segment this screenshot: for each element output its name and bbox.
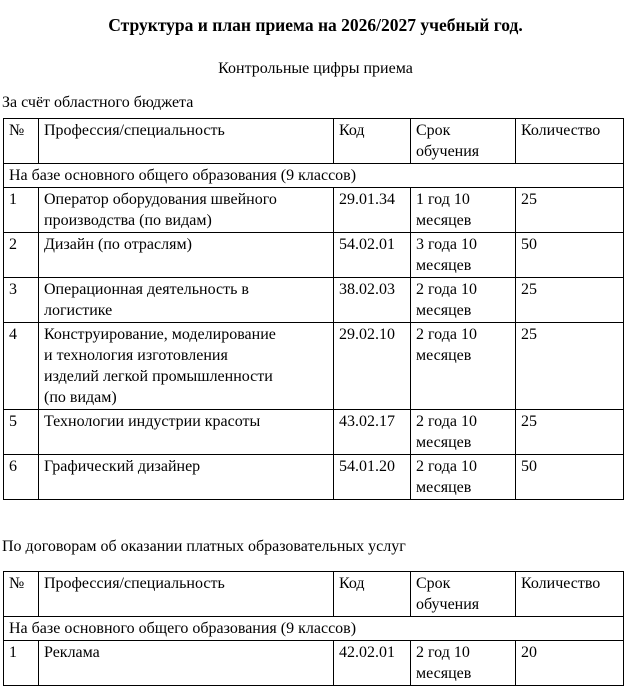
- cell-quantity: 25: [516, 188, 624, 233]
- table-row: [4, 278, 624, 323]
- table-header-row: [4, 572, 624, 617]
- paid-admission-table: [3, 571, 624, 686]
- cell-number: 5: [4, 410, 39, 455]
- cell-code: 54.02.01: [334, 233, 411, 278]
- cell-profession: Технологии индустрии красоты: [39, 410, 334, 455]
- cell-code: 29.01.34: [334, 188, 411, 233]
- cell-profession: Дизайн (по отраслям): [39, 233, 334, 278]
- cell-number: 1: [4, 641, 39, 686]
- cell-code: 54.01.20: [334, 455, 411, 500]
- cell-duration: 3 года 10 месяцев: [411, 233, 516, 278]
- cell-duration: 2 года 10 месяцев: [411, 455, 516, 500]
- cell-profession: Графический дизайнер: [39, 455, 334, 500]
- cell-quantity: 50: [516, 233, 624, 278]
- education-base-label: На базе основного общего образования (9 классов): [4, 617, 624, 641]
- cell-number: 6: [4, 455, 39, 500]
- cell-code: 38.02.03: [334, 278, 411, 323]
- section-label-regional-budget: За счёт областного бюджета: [2, 94, 194, 111]
- cell-duration: 2 года 10 месяцев: [411, 278, 516, 323]
- cell-number: 4: [4, 323, 39, 410]
- cell-code: 42.02.01: [334, 641, 411, 686]
- education-base-label: На базе основного общего образования (9 классов): [4, 164, 624, 188]
- col-header-duration: Срок обучения: [411, 119, 516, 164]
- cell-profession: Операционная деятельность в логистике: [39, 278, 334, 323]
- cell-quantity: 25: [516, 278, 624, 323]
- col-header-quantity: Количество: [516, 119, 624, 164]
- education-base-group-row: [4, 617, 624, 641]
- cell-duration: 2 года 10 месяцев: [411, 410, 516, 455]
- table-row: [4, 233, 624, 278]
- budget-admission-table: [3, 118, 624, 500]
- table-row: [4, 641, 624, 686]
- cell-duration: 2 года 10 месяцев: [411, 323, 516, 410]
- col-header-code: Код: [334, 119, 411, 164]
- col-header-code: Код: [334, 572, 411, 617]
- section-label-paid-services: По договорам об оказании платных образовательных услуг: [2, 538, 406, 555]
- cell-profession: Оператор оборудования швейного производства (по видам): [39, 188, 334, 233]
- cell-profession: Реклама: [39, 641, 334, 686]
- col-header-quantity: Количество: [516, 572, 624, 617]
- cell-code: 43.02.17: [334, 410, 411, 455]
- cell-number: 1: [4, 188, 39, 233]
- col-header-profession: Профессия/специальность: [39, 572, 334, 617]
- table-row: [4, 455, 624, 500]
- col-header-number: №: [4, 119, 39, 164]
- cell-profession: Конструирование, моделирование и технология изготовления изделий легкой промышленности (по видам): [39, 323, 334, 410]
- cell-quantity: 25: [516, 410, 624, 455]
- page-subtitle: Контрольные цифры приема: [218, 60, 413, 77]
- cell-quantity: 25: [516, 323, 624, 410]
- cell-duration: 1 год 10 месяцев: [411, 188, 516, 233]
- cell-number: 3: [4, 278, 39, 323]
- col-header-duration: Срок обучения: [411, 572, 516, 617]
- document-page: [0, 13, 631, 686]
- table-header-row: [4, 119, 624, 164]
- cell-number: 2: [4, 233, 39, 278]
- col-header-number: №: [4, 572, 39, 617]
- cell-quantity: 20: [516, 641, 624, 686]
- cell-quantity: 50: [516, 455, 624, 500]
- table-row: [4, 323, 624, 410]
- cell-code: 29.02.10: [334, 323, 411, 410]
- cell-duration: 2 год 10 месяцев: [411, 641, 516, 686]
- education-base-group-row: [4, 164, 624, 188]
- col-header-profession: Профессия/специальность: [39, 119, 334, 164]
- table-row: [4, 188, 624, 233]
- page-title: Структура и план приема на 2026/2027 учебный год.: [108, 15, 523, 35]
- table-row: [4, 410, 624, 455]
